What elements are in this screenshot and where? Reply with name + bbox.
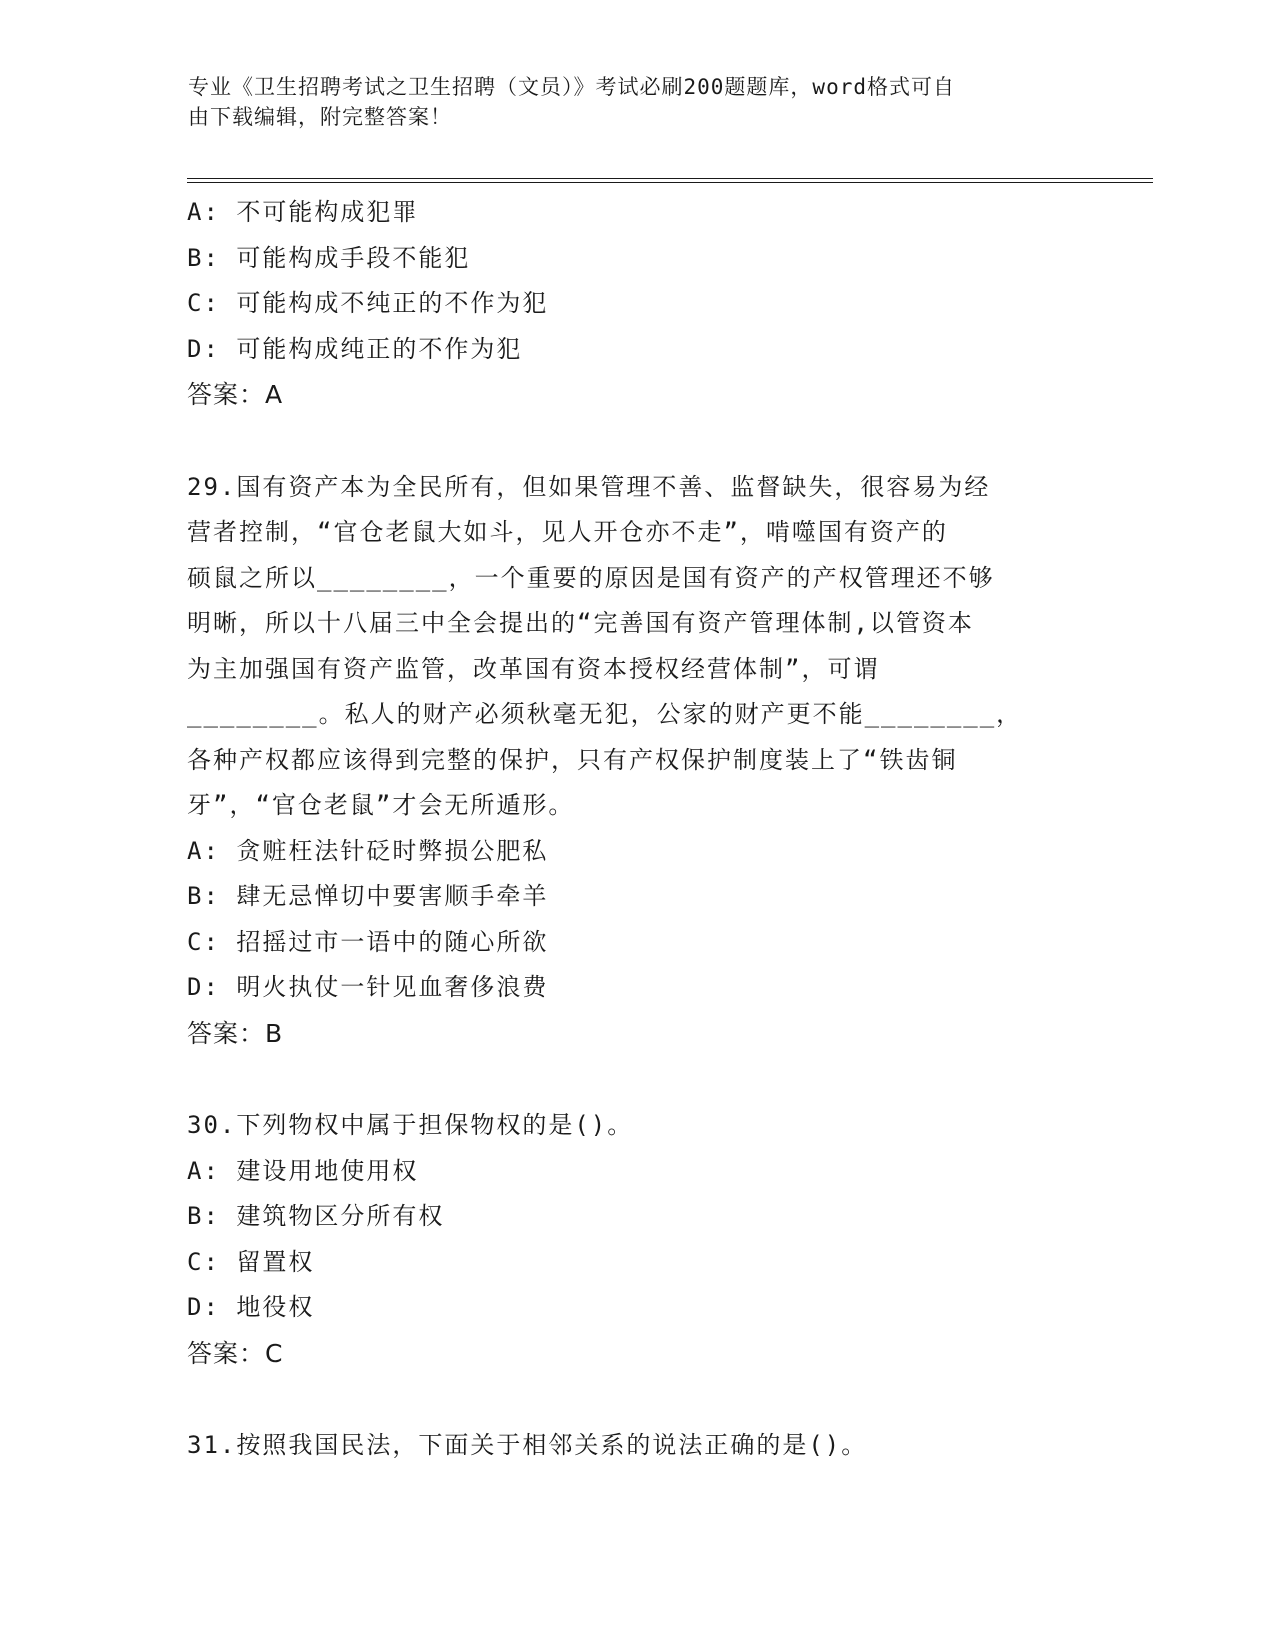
question-stem-line: 明晰，所以十八届三中全会提出的“完善国有资产管理体制,以管资本 (187, 609, 974, 637)
question-stem-line: 牙”，“官仓老鼠”才会无所遁形。 (187, 791, 575, 819)
header-line-1: 专业《卫生招聘考试之卫生招聘（文员）》考试必刷200题题库，word格式可自 (188, 75, 955, 99)
option-c: C: 留置权 (187, 1247, 315, 1276)
document-header (188, 72, 1068, 132)
spacer (187, 1056, 1087, 1103)
answer-label: 答案：A (187, 380, 284, 409)
question-30 (187, 1103, 1087, 1376)
option-d: D: 明火执仗一针见血奢侈浪费 (187, 973, 549, 1001)
option-a: A: 不可能构成犯罪 (187, 198, 419, 226)
question-29 (187, 465, 1087, 1057)
question-stem: 30.下列物权中属于担保物权的是()。 (187, 1111, 634, 1139)
option-b: B: 肆无忌惮切中要害顺手牵羊 (187, 882, 549, 910)
option-b: B: 可能构成手段不能犯 (187, 243, 471, 272)
question-stem-line: 各种产权都应该得到完整的保护，只有产权保护制度装上了“铁齿铜 (187, 745, 958, 774)
question-stem-line: 硕鼠之所以________，一个重要的原因是国有资产的产权管理还不够 (187, 563, 995, 592)
question-list (187, 190, 1087, 1469)
option-a: A: 建设用地使用权 (187, 1156, 419, 1185)
header-divider-top (187, 178, 1153, 179)
answer-label: 答案：B (187, 1018, 284, 1048)
header-divider-bottom (187, 182, 1153, 183)
question-28 (187, 190, 1087, 418)
question-stem-line: 为主加强国有资产监管，改革国有资本授权经营体制”，可谓 (187, 654, 880, 683)
question-stem: 31.按照我国民法，下面关于相邻关系的说法正确的是()。 (187, 1431, 868, 1459)
question-stem-line: 营者控制，“官仓老鼠大如斗，见人开仓亦不走”，啃噬国有资产的 (187, 518, 948, 546)
question-stem-line: 29.国有资产本为全民所有，但如果管理不善、监督缺失，很容易为经 (187, 472, 991, 501)
option-d: D: 可能构成纯正的不作为犯 (187, 334, 523, 363)
spacer (187, 418, 1087, 465)
answer-label: 答案：C (187, 1338, 284, 1368)
option-c: C: 招摇过市一语中的随心所欲 (187, 927, 549, 956)
option-c: C: 可能构成不纯正的不作为犯 (187, 289, 549, 317)
option-b: B: 建筑物区分所有权 (187, 1202, 445, 1230)
spacer (187, 1376, 1087, 1423)
option-a: A: 贪赃枉法针砭时弊损公肥私 (187, 836, 549, 865)
option-d: D: 地役权 (187, 1293, 315, 1321)
question-31 (187, 1423, 1087, 1469)
question-stem-line: ________。私人的财产必须秋毫无犯，公家的财产更不能________， (187, 700, 1023, 728)
header-line-2: 由下载编辑，附完整答案！ (188, 105, 452, 129)
